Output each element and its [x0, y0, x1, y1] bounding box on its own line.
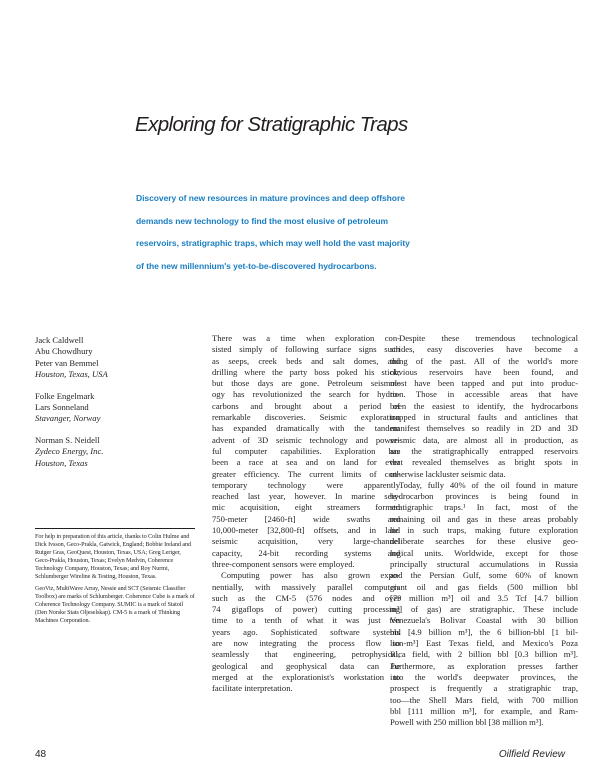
article-title: Exploring for Stratigraphic Traps	[135, 113, 408, 136]
author-name: Abu Chowdhury	[35, 346, 93, 357]
body-text-line: facilitate interpretation.	[212, 683, 293, 694]
body-text-line: Today, fully 40% of the oil found in mature	[399, 479, 578, 490]
author-name: Jack Caldwell	[35, 335, 84, 345]
body-text-line: giant oil and gas fields (500 million bbl	[390, 581, 578, 592]
body-text-line: been the easiest to identify, the hydrocarbons	[390, 400, 578, 411]
body-text-line: three-component sensors were employed.	[212, 558, 355, 569]
body-text-line: seismic acquisition, very large-channel	[212, 536, 400, 547]
body-text-line: lie in such traps, making future exploration	[390, 525, 578, 536]
body-text-line: advent of 3D seismic technology and power-	[212, 434, 400, 445]
body-text-line: manifest themselves so readily in 2D and 3D	[390, 423, 578, 434]
body-text-line: seamlessly that engineering, petrophysical,	[212, 649, 400, 660]
author-name: Norman S. Neidell	[35, 434, 100, 445]
body-column-2	[390, 333, 578, 728]
body-text-line: bbl [111 million m³], for example, and Ram-	[390, 705, 578, 716]
body-text-line: years ago. Sophisticated software systems	[212, 626, 400, 637]
body-text-line: mic acquisition, eight streamers formed	[212, 502, 400, 513]
body-text-line: Computing power has also grown expo-	[221, 570, 400, 581]
body-column-1	[212, 333, 400, 695]
body-text-line: deliberate searches for these elusive geo-	[390, 536, 578, 547]
body-text-line: remaining oil and gas in these areas probably	[390, 513, 578, 524]
body-text-line: as seeps, creek beds and salt domes, and	[212, 355, 400, 366]
body-text-line: tion. Those in accessible areas that have	[390, 389, 578, 400]
author-group	[35, 335, 108, 381]
deck-line: of the new millennium's yet-to-be-discovered hydrocarbons.	[136, 260, 377, 271]
author-group	[35, 435, 108, 469]
body-text-line: trapped in structural faults and anticlines that	[390, 412, 578, 423]
body-text-line: 10,000-meter [32,800-ft] offsets, and in land	[212, 525, 400, 536]
body-text-line: Furthermore, as exploration presses farther	[390, 660, 578, 671]
body-text-line: ogy has revolutionized the search for hydro-	[212, 389, 400, 400]
body-text-line: lion-m³] East Texas field, and Mexico's Poza	[390, 638, 578, 649]
body-text-line: Rica field, with 2 billion bbl [0.3 billion m³].	[390, 649, 578, 660]
body-text-line: carbons and brought about a period of	[212, 400, 400, 411]
author-affiliation: Houston, Texas	[35, 457, 88, 468]
author-name: Peter van Bemmel	[35, 357, 99, 368]
body-text-line: that revealed themselves as bright spots in	[390, 457, 578, 468]
footnotes	[35, 533, 195, 628]
body-text-line: otherwise lackluster seismic data.	[390, 468, 506, 479]
body-text-line: most have been tapped and put into produc-	[390, 378, 578, 389]
author-affiliation: Houston, Texas, USA	[35, 369, 108, 380]
body-text-line: 750-meter [2460-ft] wide swaths and	[212, 513, 400, 524]
body-text-line: time to a tenth of what it was just ten	[212, 615, 400, 626]
body-text-line: remarkable discoveries. Seismic exploration	[212, 412, 400, 423]
body-text-line: too—the Shell Mars field, with 700 million	[390, 694, 578, 705]
article-deck	[136, 191, 466, 281]
body-text-line: ful computer capabilities. Exploration has	[212, 445, 400, 456]
body-text-line: greater efficiency. The current limits of con-	[212, 468, 400, 479]
body-text-line: such as the CM-5 (576 nodes and over	[212, 592, 400, 603]
body-text-line: been a race at sea and on land for ever	[212, 457, 400, 468]
body-text-line: principally structural accumulations in Russia	[390, 558, 578, 569]
author-name: Folke Engelmark	[35, 390, 95, 401]
body-text-line: has expanded dramatically with the tandem	[212, 423, 400, 434]
deck-line: demands new technology to find the most elusive of petroleum	[136, 215, 389, 226]
body-text-line: are the stratigraphically entrapped reservoirs	[390, 445, 578, 456]
body-text-line: prospect is frequently a stratigraphic trap,	[390, 683, 578, 694]
author-list	[35, 335, 108, 479]
body-text-line: nentially, with massively parallel computers	[212, 581, 400, 592]
trademark-note: GeoViz, MultiWave Array, Nessie and SCT (Seismic Classifier Toolbox) are marks of Schlumberger. Coherence Cube is a mark of Coherence Technology Company. SUMIC is a mark of Statoil (Den Norske Stats Oljeselskap). CM-5 is a mark of Thinking Machines Corporation.	[35, 584, 195, 624]
body-text-line: There was a time when exploration con-	[212, 333, 400, 343]
body-text-line: Powell with 250 million bbl [38 million m³].	[390, 717, 544, 728]
deck-line: Discovery of new resources in mature provinces and deep offshore	[136, 193, 405, 203]
body-text-line: strides, easy discoveries have become a	[390, 344, 578, 355]
body-text-line: seismic data, are almost all in production, as	[390, 434, 578, 445]
author-affiliation: Stavanger, Norway	[35, 413, 101, 424]
body-text-line: and the Persian Gulf, some 60% of known	[390, 570, 578, 581]
body-text-line: logical units. Worldwide, except for those	[390, 547, 578, 558]
body-text-line: hydrocarbon provinces is being found in	[390, 491, 578, 502]
acknowledgment-note: For help in preparation of this article, thanks to Colin Hulme and Dick Ivsson, Geco-Prakla, Gatwick, England; Bobbie Ireland and Rutger Gras, GeoQuest, Houston, Texas, USA; Greg Leriger, Geco-Prakla, Houston, Texas; Evelyn Medvin, Coherence Technology Company, Houston, Texas; and Roy Nurmi, Schlumberger Wireline & Testing, Houston, Texas.	[35, 533, 192, 580]
deck-line: reservoirs, stratigraphic traps, which may well hold the vast majority	[136, 238, 410, 248]
body-text-line: are now integrating the process flow so	[212, 638, 400, 649]
body-text-line: temporary technology were apparently	[212, 479, 400, 490]
body-text-line: stratigraphic traps.¹ In fact, most of the	[390, 502, 578, 513]
author-affiliation: Zydeco Energy, Inc.	[35, 446, 104, 457]
body-text-line: merged at the explorationist's workstation to	[212, 671, 400, 682]
body-text-line: sisted simply of following surface signs such	[212, 344, 400, 355]
body-text-line: but those days are gone. Petroleum seismol-	[212, 378, 400, 389]
journal-name: Oilfield Review	[498, 749, 565, 760]
body-text-line: Venezuela's Bolivar Coastal with 30 billion	[390, 615, 578, 626]
footnote-rule	[35, 528, 195, 529]
body-text-line: drilling where the party boss poked his stick;	[212, 366, 400, 377]
body-text-line: bbl [4.9 billion m³], the 6 billion-bbl [1 bil-	[390, 626, 578, 637]
body-text-line: capacity, 24-bit recording systems and	[212, 547, 400, 558]
body-text-line: Despite these tremendous technological	[399, 333, 578, 343]
author-group	[35, 391, 108, 425]
body-text-line: reached last year, however. In marine seis-	[212, 491, 400, 502]
page-number: 48	[35, 749, 47, 760]
author-name: Lars Sonneland	[35, 402, 89, 413]
body-text-line: obvious reservoirs have been found, and	[390, 366, 578, 377]
body-text-line: into the world's deepwater provinces, the	[390, 671, 578, 682]
body-text-line: 74 gigaflops of power) cutting processing	[212, 604, 400, 615]
body-text-line: m³] of gas) are stratigraphic. These include	[390, 604, 578, 615]
body-text-line: thing of the past. All of the world's more	[390, 355, 578, 366]
body-text-line: geological and geophysical data can be	[212, 660, 400, 671]
body-text-line: [79 million m³] oil and 3.5 Tcf [4.7 billion	[390, 592, 578, 603]
